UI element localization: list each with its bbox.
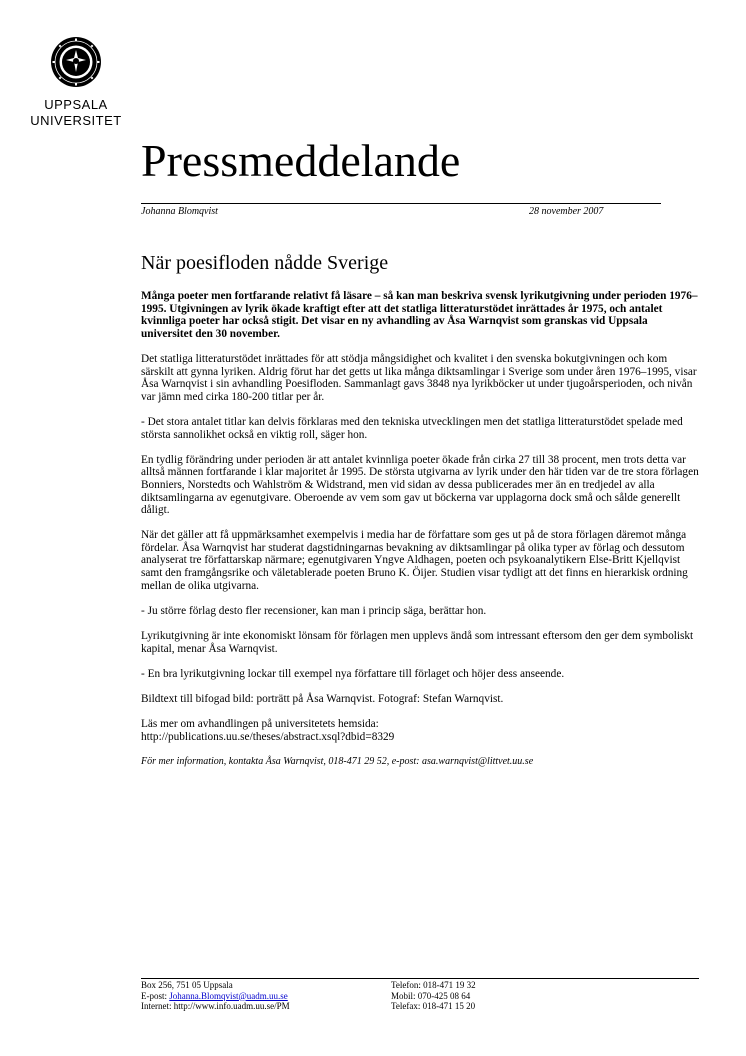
read-more-text: Läs mer om avhandlingen på universitetets hemsida: — [141, 718, 379, 731]
footer-internet: Internet: http://www.info.uadm.uu.se/PM — [141, 1001, 290, 1011]
footer-email-label: E-post: — [141, 990, 170, 1001]
read-more-paragraph — [141, 718, 701, 743]
byline — [141, 205, 631, 218]
paragraph: Lyrikutgivning är inte ekonomiskt lönsam för förlagen men upplevs ändå som intressant eftersom den ger dem symboliskt kapital, menar Åsa Warnqvist. — [141, 630, 694, 655]
page-title: Pressmeddelande — [141, 135, 461, 186]
author: Johanna Blomqvist — [141, 206, 218, 217]
logo-line-1: UPPSALA — [44, 97, 108, 112]
paragraph: När det gäller att få uppmärksamhet exempelvis i media har de författare som ges ut på de stora förlagen däremot många fördelar. Åsa Warnqvist har studerat dagstidningarnas bevakning av diktsamlingar på olika typer av förlag och dessutom analyserat tre författarskap närmare; egenutgivaren Yngve Aldhagen, poeten och psykoanalytikern Else-Britt Kjellqvist samt den framgångsrike och väletablerade poeten Bruno K. Öijer. Studien visar tydligt att det finns en hierarkisk ordning mellan de olika utgivarna. — [141, 529, 688, 592]
paragraph: - Det stora antalet titlar kan delvis förklaras med den tekniska utvecklingen men det statliga litteraturstödet spelade med största sannolikhet också en viktig roll, säger hon. — [141, 415, 683, 441]
paragraph: Det statliga litteraturstödet inrättades för att stödja mångsidighet och kvalitet i den svenska bokutgivningen och kom särskilt att gynna lyriken. Aldrig förut har det getts ut lika många diktsamlingar i Sverige som under åren 1976–1995, visar Åsa Warnqvist i sin avhandling Poesifloden. Sammanlagt gavs 3848 nya lyrikböcker ut under tjugoårsperioden, och nivån var jämn med cirka 180-200 titlar per år. — [141, 352, 697, 403]
footer-email-link[interactable]: Johanna.Blomqvist@uadm.uu.se — [169, 990, 288, 1001]
footer-phone: Telefon: 018-471 19 32 — [391, 980, 476, 990]
contact-info: För mer information, kontakta Åsa Warnqvist, 018-471 29 52, e-post: asa.warnqvist@littvet.uu.se — [141, 755, 534, 767]
headline: När poesifloden nådde Sverige — [141, 252, 389, 274]
university-logo-text — [6, 97, 146, 129]
paragraph: - En bra lyrikutgivning lockar till exempel nya författare till förlaget och höjer dess anseende. — [141, 667, 565, 680]
paragraph: En tydlig förändring under perioden är att antalet kvinnliga poeter ökade från cirka 27 till 38 procent, men trots detta var alltså männen fortfarande i klar majoritet år 1995. De största utgivarna av lyrik under den här tiden var de tre stora förlagen Bonniers, Norstedts och Wahlström & Widstrand, men vid sidan av dessa publicerades mer än en tredjedel av alla diktsamlingarna av egenutgivare. Oberoende av vem som gav ut böckerna var upplagorna dock små och sålde generellt dåligt. — [141, 453, 699, 517]
paragraph: - Ju större förlag desto fler recensioner, kan man i princip säga, berättar hon. — [141, 604, 487, 617]
footer-fax: Telefax: 018-471 15 20 — [391, 1001, 476, 1011]
footer-contact-block — [391, 980, 591, 1012]
title-divider — [141, 203, 661, 204]
article-body — [141, 290, 701, 781]
university-seal-icon — [50, 36, 102, 88]
lead-paragraph: Många poeter men fortfarande relativt få läsare – så kan man beskriva svensk lyrikutgivning under perioden 1976–1995. Utgivningen av lyrik ökade kraftigt efter att det statliga litteraturstödet inrättades år 1975, och antalet kvinnliga poeter har också stigit. Det visar en ny avhandling av Åsa Warnqvist som granskas vid Uppsala universitet den 30 november. — [141, 290, 698, 340]
footer-email-line — [141, 991, 381, 1002]
footer-address-block — [141, 980, 381, 1012]
publish-date: 28 november 2007 — [529, 206, 604, 217]
footer-divider — [141, 978, 699, 979]
paragraph: Bildtext till bifogad bild: porträtt på Åsa Warnqvist. Fotograf: Stefan Warnqvist. — [141, 693, 504, 705]
footer-mobile: Mobil: 070-425 08 64 — [391, 990, 471, 1001]
logo-line-2: UNIVERSITET — [30, 113, 122, 128]
footer-address: Box 256, 751 05 Uppsala — [141, 980, 233, 990]
thesis-url: http://publications.uu.se/theses/abstract.xsql?dbid=8329 — [141, 730, 395, 743]
